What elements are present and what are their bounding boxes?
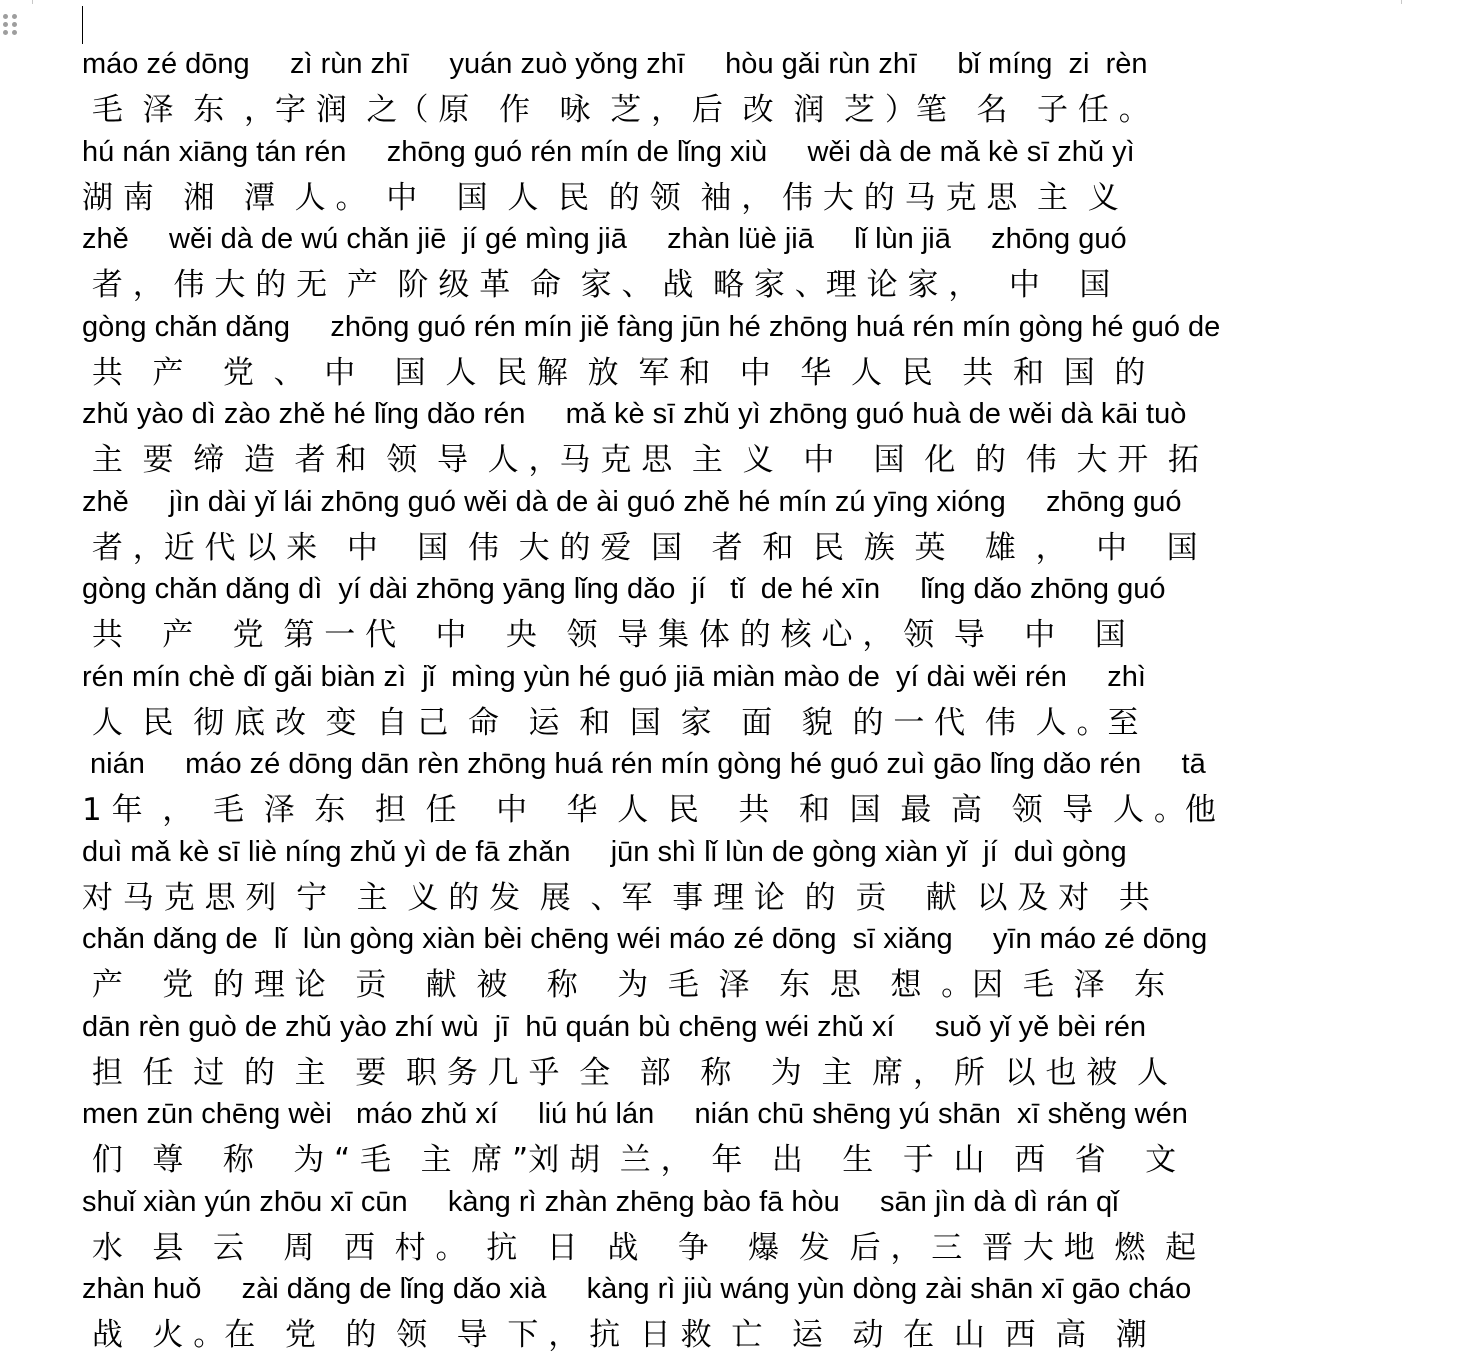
hanzi-line: 1 年 ， 毛 泽 东 担 任 中 华 人 民 共 和 国 最 高 领 导 人 。他 [82, 792, 1216, 828]
hanzi-line: 担 任 过 的 主 要 职 务 几 乎 全 部 称 为 主 席 ， 所 以 也 被 人 [82, 1054, 1169, 1091]
pinyin-line: shuǐ xiàn yún zhōu xī cūn kàng rì zhàn zhēng bào fā hòu sān jìn dà dì rán qǐ [82, 1185, 1119, 1218]
document-body[interactable] [82, 44, 1382, 1357]
hanzi-line: 主 要 缔 造 者 和 领 导 人 ，马 克 思 主 义 中 国 化 的 伟 大 开 拓 [82, 442, 1200, 478]
hanzi-line: 者 ，近 代 以 来 中 国 伟 大 的 爱 国 者 和 民 族 英 雄 ， 中 国 [82, 529, 1198, 566]
ruby-line [82, 394, 1382, 482]
drag-handle-icon[interactable] [0, 14, 21, 38]
ruby-line [82, 1007, 1382, 1095]
ruby-line [82, 132, 1382, 220]
pinyin-line: duì mǎ kè sī liè níng zhǔ yì de fā zhǎn jūn shì lǐ lùn de gòng xiàn yǐ jí duì gòng [82, 835, 1127, 868]
pinyin-line: dān rèn guò de zhǔ yào zhí wù jī hū quán bù chēng wéi zhǔ xí suǒ yǐ yě bèi rén [82, 1010, 1147, 1043]
pinyin-line: máo zé dōng zì rùn zhī yuán zuò yǒng zhī hòu gǎi rùn zhī bǐ míng zi rèn [82, 48, 1148, 80]
hanzi-line: 水 县 云 周 西 村 。 抗 日 战 争 爆 发 后 ， 三 晋 大 地 燃 起 [82, 1229, 1197, 1266]
hanzi-line: 湖 南 湘 潭 人 。 中 国 人 民 的 领 袖 ， 伟 大 的 马 克 思 主 义 [82, 179, 1119, 216]
pinyin-line: zhǔ yào dì zào zhě hé lǐng dǎo rén mǎ kè sī zhǔ yì zhōng guó huà de wěi dà kāi tuò [82, 398, 1187, 430]
hanzi-line: 战 火 。在 党 的 领 导 下 ， 抗 日 救 亡 运 动 在 山 西 高 潮 [82, 1317, 1147, 1353]
hanzi-line: 者 ， 伟 大 的 无 产 阶 级 革 命 家 、 战 略 家 、理 论 家 ， 中 国 [82, 267, 1111, 303]
ruby-line [82, 569, 1382, 657]
hanzi-line: 共 产 党 第 一 代 中 央 领 导 集 体 的 核 心 ， 领 导 中 国 [82, 617, 1126, 653]
pinyin-line: men zūn chēng wèi máo zhǔ xí liú hú lán nián chū shēng yú shān xī shěng wén [82, 1098, 1188, 1130]
ruby-line [82, 307, 1382, 395]
pinyin-line: gòng chǎn dǎng dì yí dài zhōng yāng lǐng dǎo jí tǐ de hé xīn lǐng dǎo zhōng guó [82, 573, 1166, 605]
pinyin-line: rén mín chè dǐ gǎi biàn zì jǐ mìng yùn hé guó jiā miàn mào de yí dài wěi rén zhì [82, 660, 1146, 693]
hanzi-line: 对 马 克 思 列 宁 主 义 的 发 展 、军 事 理 论 的 贡 献 以 及 对 共 [82, 879, 1150, 916]
hanzi-line: 共 产 党 、 中 国 人 民 解 放 军 和 中 华 人 民 共 和 国 的 [82, 354, 1146, 391]
ruby-line [82, 919, 1382, 1007]
hanzi-line: 毛 泽 东 ，字 润 之（ 原 作 咏 芝 ， 后 改 润 芝 ）笔 名 子 任 。 [82, 92, 1150, 128]
pinyin-line: zhě jìn dài yǐ lái zhōng guó wěi dà de ài guó zhě hé mín zú yīng xióng zhōng guó [82, 485, 1182, 518]
text-cursor [82, 6, 83, 44]
ruby-line [82, 657, 1382, 745]
ruby-line [82, 744, 1382, 832]
ruby-line [82, 482, 1382, 570]
pinyin-line: chǎn dǎng de lǐ lùn gòng xiàn bèi chēng wéi máo zé dōng sī xiǎng yīn máo zé dōng [82, 923, 1208, 955]
hanzi-line: 人 民 彻 底 改 变 自 己 命 运 和 国 家 面 貌 的 一 代 伟 人 。至 [82, 704, 1139, 741]
ruby-line [82, 44, 1382, 132]
pinyin-line: gòng chǎn dǎng zhōng guó rén mín jiě fàng jūn hé zhōng huá rén mín gòng hé guó de [82, 310, 1221, 343]
pinyin-line: zhě wěi dà de wú chǎn jiē jí gé mìng jiā zhàn lüè jiā lǐ lùn jiā zhōng guó [82, 223, 1127, 255]
hanzi-line: 们 尊 称 为 “ 毛 主 席 ”刘 胡 兰 ， 年 出 生 于 山 西 省 文 [82, 1142, 1177, 1178]
pinyin-line: zhàn huǒ zài dǎng de lǐng dǎo xià kàng rì jiù wáng yùn dòng zài shān xī gāo cháo [82, 1273, 1192, 1305]
ruby-line [82, 1269, 1382, 1357]
ruby-line [82, 1094, 1382, 1182]
ruby-line [82, 1182, 1382, 1270]
ruby-line [82, 832, 1382, 920]
pinyin-line: hú nán xiāng tán rén zhōng guó rén mín de lǐng xiù wěi dà de mǎ kè sī zhǔ yì [82, 135, 1135, 168]
page-border [32, 0, 1402, 4]
hanzi-line: 产 党 的 理 论 贡 献 被 称 为 毛 泽 东 思 想 。因 毛 泽 东 [82, 967, 1166, 1003]
ruby-line [82, 219, 1382, 307]
pinyin-line: nián máo zé dōng dān rèn zhōng huá rén mín gòng hé guó zuì gāo lǐng dǎo rén tā [82, 748, 1206, 780]
